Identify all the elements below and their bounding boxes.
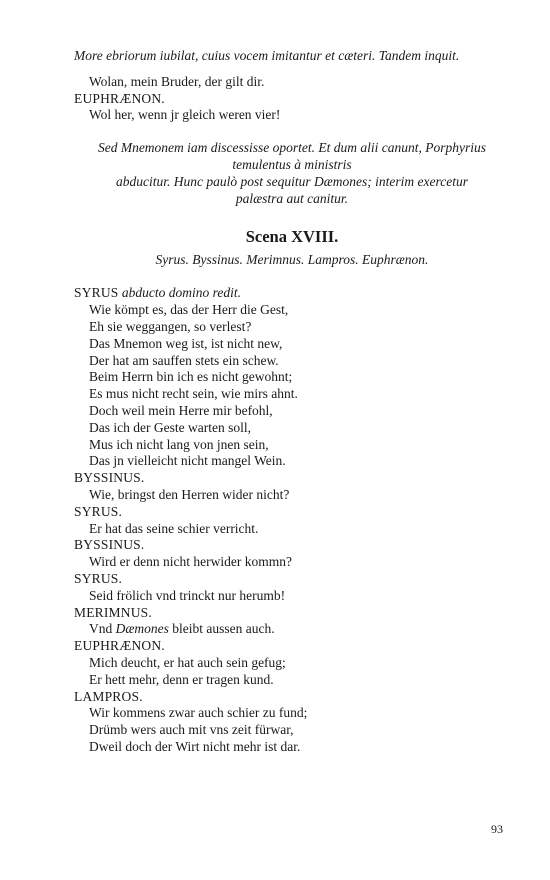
dialogue-block-2: [74, 302, 510, 756]
verse-line: Dweil doch der Wirt nicht mehr ist dar.: [89, 738, 301, 754]
verse-line: Drümb wers auch mit vns zeit fürwar,: [89, 722, 294, 738]
verse-line: Wolan, mein Bruder, der gilt dir.: [89, 73, 265, 89]
verse-line: Es mus nicht recht sein, wie mirs ahnt.: [89, 386, 298, 402]
verse-line: Wie kömpt es, das der Herr die Gest,: [89, 302, 289, 318]
verse-line: Der hat am sauffen stets ein schew.: [89, 352, 279, 368]
scene-heading: Scena XVIII.: [245, 227, 339, 247]
stage-direction-line: Sed Mnemonem iam discessisse oportet. Et dum alii canunt, Porphyrius: [97, 140, 487, 156]
verse-line: [74, 621, 510, 638]
stage-direction-line: temulentus à ministris: [232, 156, 352, 172]
verse-text: bleibt aussen auch.: [168, 621, 275, 637]
verse-line: Mus ich nicht lang von jnen sein,: [89, 436, 269, 452]
speaker-name: MERIMNUS.: [74, 604, 152, 620]
speaker-name: EUPHRÆNON.: [74, 638, 165, 654]
verse-line: Das jn vielleicht nicht mangel Wein.: [89, 453, 286, 469]
verse-line: Er hat das seine schier verricht.: [89, 520, 259, 536]
verse-line: Das Mnemon weg ist, ist nicht new,: [89, 335, 283, 351]
speaker-name: LAMPROS.: [74, 688, 143, 704]
verse-line: Seid frölich vnd trinckt nur herumb!: [89, 587, 286, 603]
verse-line: Wol her, wenn jr gleich weren vier!: [89, 107, 281, 123]
verse-line: Mich deucht, er hat auch sein gefug;: [89, 654, 286, 670]
verse-line: Eh sie weggangen, so verlest?: [89, 318, 252, 334]
page-number: 93: [491, 822, 503, 836]
speaker-name: BYSSINUS.: [74, 537, 145, 553]
character-name-italic: Dæmones: [115, 621, 169, 637]
verse-line: Beim Herrn bin ich es nicht gewohnt;: [89, 369, 293, 385]
speaker-name: EUPHRÆNON.: [74, 90, 165, 106]
verse-line: Wird er denn nicht herwider kommn?: [89, 554, 293, 570]
speaker-intro: [74, 285, 510, 302]
verse-text: Vnd: [89, 621, 116, 637]
speaker-name: SYRUS.: [74, 570, 123, 586]
stage-direction: More ebriorum iubilat, cuius vocem imitantur et cæteri. Tandem inquit.: [74, 48, 460, 63]
dialogue-block-1: [74, 74, 510, 124]
speaker-name: BYSSINUS.: [74, 470, 145, 486]
stage-direction-line: palæstra aut canitur.: [235, 190, 349, 206]
verse-line: Wir kommens zwar auch schier zu fund;: [89, 705, 308, 721]
page-body: [74, 48, 510, 756]
verse-line: Wie, bringst den Herren wider nicht?: [89, 486, 290, 502]
stage-direction-line: abducitur. Hunc paulò post sequitur Dæmones; interim exercetur: [116, 173, 468, 189]
verse-line: Doch weil mein Herre mir befohl,: [89, 402, 273, 418]
stage-direction: abducto domino redit.: [121, 285, 242, 301]
scene-persons: Syrus. Byssinus. Merimnus. Lampros. Euphrænon.: [155, 252, 429, 268]
verse-line: Das ich der Geste warten soll,: [89, 419, 251, 435]
speaker-name: SYRUS: [74, 285, 119, 301]
stage-direction-block: [74, 140, 510, 207]
speaker-name: SYRUS.: [74, 503, 123, 519]
verse-line: Er hett mehr, denn er tragen kund.: [89, 671, 274, 687]
